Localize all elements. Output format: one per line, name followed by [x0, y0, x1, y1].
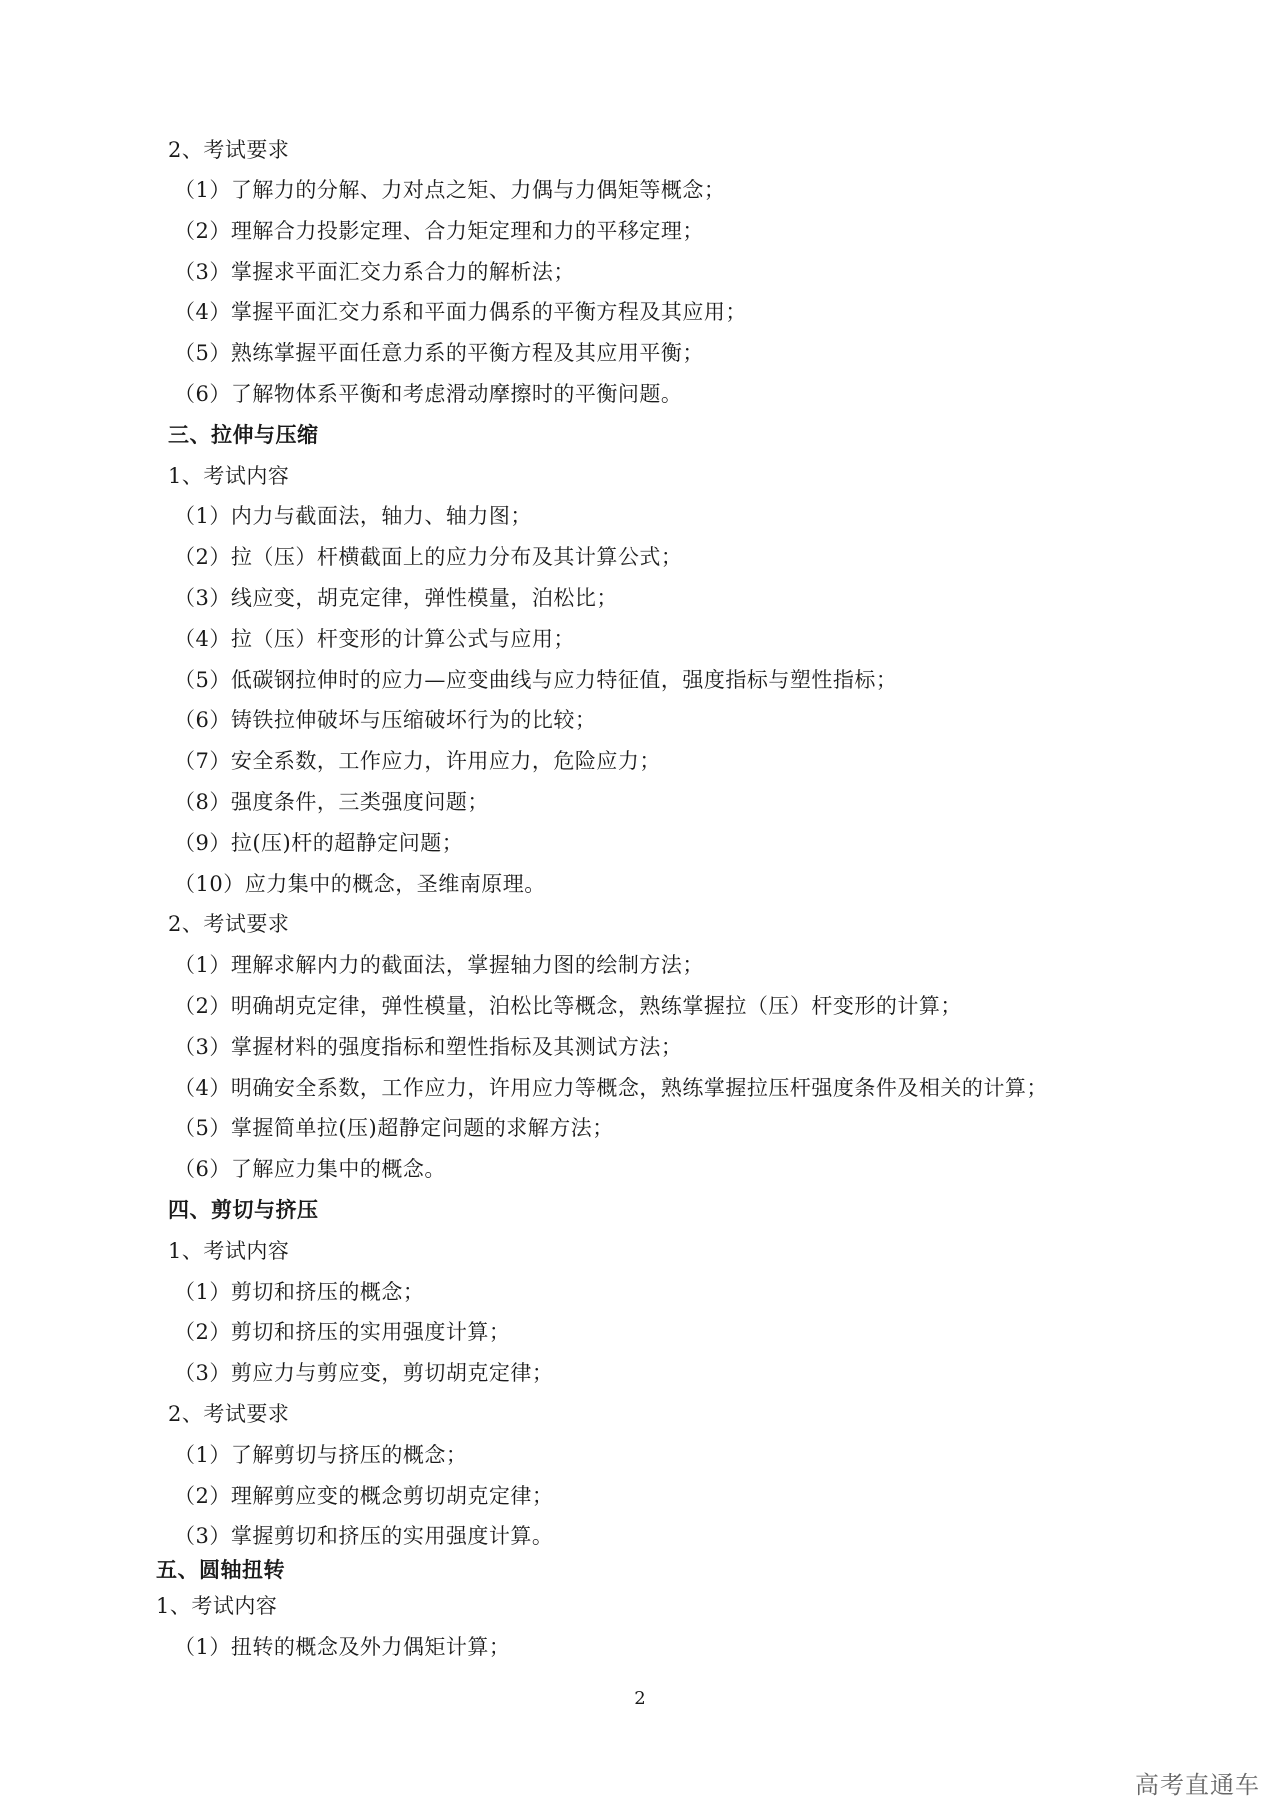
subsection-heading: 2、考试要求 — [168, 1402, 290, 1426]
list-item: （10）应力集中的概念，圣维南原理。 — [174, 872, 546, 896]
subsection-heading: 1、考试内容 — [168, 464, 290, 488]
subsection-heading: 1、考试内容 — [156, 1594, 278, 1618]
list-item: （2）拉（压）杆横截面上的应力分布及其计算公式； — [174, 545, 683, 569]
list-item: （9）拉(压)杆的超静定问题； — [174, 831, 464, 855]
list-item: （4）拉（压）杆变形的计算公式与应用； — [174, 627, 575, 651]
subsection-heading: 2、考试要求 — [168, 138, 290, 162]
subsection-heading: 2、考试要求 — [168, 912, 290, 936]
list-item: （1）扭转的概念及外力偶矩计算； — [174, 1635, 511, 1659]
list-item: （1）内力与截面法，轴力、轴力图； — [174, 504, 532, 528]
list-item: （3）线应变，胡克定律，弹性模量，泊松比； — [174, 586, 618, 610]
subsection-heading: 1、考试内容 — [168, 1239, 290, 1263]
list-item: （5）掌握简单拉(压)超静定问题的求解方法； — [174, 1116, 614, 1140]
page-number: 2 — [634, 1688, 646, 1709]
list-item: （3）掌握剪切和挤压的实用强度计算。 — [174, 1524, 554, 1548]
list-item: （3）剪应力与剪应变，剪切胡克定律； — [174, 1361, 554, 1385]
list-item: （1）理解求解内力的截面法，掌握轴力图的绘制方法； — [174, 953, 704, 977]
list-item: （1）了解力的分解、力对点之矩、力偶与力偶矩等概念； — [174, 178, 726, 202]
list-item: （6）铸铁拉伸破坏与压缩破坏行为的比较； — [174, 708, 597, 732]
list-item: （5）熟练掌握平面任意力系的平衡方程及其应用平衡； — [174, 341, 704, 365]
list-item: （2）理解剪应变的概念剪切胡克定律； — [174, 1484, 554, 1508]
list-item: （1）剪切和挤压的概念； — [174, 1280, 425, 1304]
watermark: 高考直通车 — [1135, 1771, 1260, 1799]
section-heading: 四、剪切与挤压 — [168, 1197, 319, 1222]
list-item: （5）低碳钢拉伸时的应力—应变曲线与应力特征值，强度指标与塑性指标； — [174, 668, 898, 692]
list-item: （6）了解物体系平衡和考虑滑动摩擦时的平衡问题。 — [174, 382, 683, 406]
list-item: （8）强度条件，三类强度问题； — [174, 790, 489, 814]
list-item: （6）了解应力集中的概念。 — [174, 1157, 446, 1181]
list-item: （2）理解合力投影定理、合力矩定理和力的平移定理； — [174, 219, 704, 243]
list-item: （3）掌握求平面汇交力系合力的解析法； — [174, 260, 575, 284]
list-item: （2）明确胡克定律，弹性模量，泊松比等概念，熟练掌握拉（压）杆变形的计算； — [174, 994, 962, 1018]
section-heading: 三、拉伸与压缩 — [168, 422, 319, 447]
list-item: （4）明确安全系数，工作应力，许用应力等概念，熟练掌握拉压杆强度条件及相关的计算； — [174, 1076, 1048, 1100]
list-item: （1）了解剪切与挤压的概念； — [174, 1443, 468, 1467]
list-item: （4）掌握平面汇交力系和平面力偶系的平衡方程及其应用； — [174, 300, 747, 324]
list-item: （2）剪切和挤压的实用强度计算； — [174, 1320, 511, 1344]
list-item: （7）安全系数，工作应力，许用应力，危险应力； — [174, 749, 661, 773]
section-heading: 五、圆轴扭转 — [156, 1557, 285, 1582]
list-item: （3）掌握材料的强度指标和塑性指标及其测试方法； — [174, 1035, 683, 1059]
